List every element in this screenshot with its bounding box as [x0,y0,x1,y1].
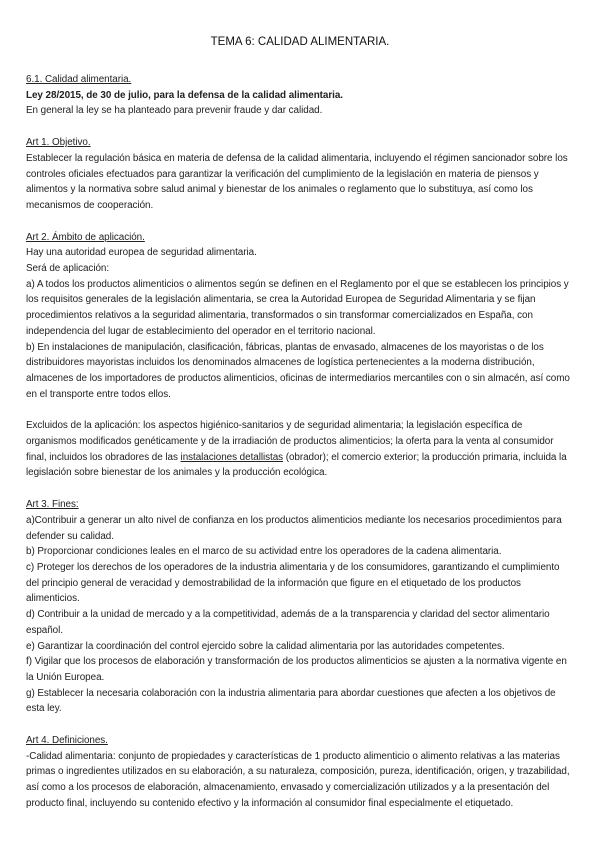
document-title: TEMA 6: CALIDAD ALIMENTARIA. [210,36,390,48]
section-art1 [26,135,574,214]
section-heading: 6.1. Calidad alimentaria. [26,74,132,85]
paragraph: Establecer la regulación básica en materia de defensa de la calidad alimentaria, incluyendo el régimen sancionador sobre los controles oficiales efectuados para garantizar la verificación del cumplimiento de la legislación en materia de piensos y alimentos y la normativa sobre salud animal y bienestar de los animales o reglamento que lo substituya, así como los mecanismos de cooperación. [26,152,568,211]
list-item: f) Vigilar que los procesos de elaboración y transformación de los productos alimenticios se ajusten a la normativa vigente en la Unión Europea. [26,656,567,683]
exclusions-text: Excluidos de la aplicación: los aspectos higiénico-sanitarios y de seguridad alimentaria; la legislación específica de organismos modificados genéticamente y de la irradiación de productos alimenticios; la oferta para la venta al consumidor final, incluidos los obradores de las [26,420,554,463]
law-title: Ley 28/2015, de 30 de julio, para la defensa de la calidad alimentaria. [26,89,343,101]
exclusions-text-end: (obrador); el comercio exterior; la producción primaria, incluida la legislación sobre bienestar de los animales y la producción ecológica. [26,451,567,479]
section-intro [26,72,574,119]
list-item: a)Contribuir a generar un alto nivel de confianza en los productos alimenticios mediante los necesarios procedimientos para defender su calidad. [26,514,562,542]
exclusions-underlined: instalaciones detallistas [180,451,284,463]
paragraph: En general la ley se ha planteado para prevenir fraude y dar calidad. [26,105,323,117]
list-item: c) Proteger los derechos de los operadores de la industria alimentaria y de los consumidores, garantizando el cumplimiento del principio general de veracidad y demostrabilidad de la información que figure en el etiquetado de los productos alimenticios. [26,561,560,605]
list-item: a) A todos los productos alimenticios o alimentos según se definen en el Reglamento por el que se establecen los principios y los requisitos generales de la legislación alimentaria, se crea la Autoridad Europea de Seguridad Alimentaria y se fijan procedimientos relativos a la seguridad alimentaria, transformados o sin transformar comercializados en España, con independencia del lugar de establecimiento del operador en el territorio nacional. [26,278,569,337]
list-item: d) Contribuir a la unidad de mercado y a la competitividad, además de a la transparencia y claridad del sector alimentario español. [26,609,550,636]
exclusions-paragraph [26,418,574,481]
section-art2 [26,230,574,482]
list-item: b) En instalaciones de manipulación, clasificación, fábricas, plantas de envasado, almacenes de los mayoristas o de los distribuidores mayoristas incluidos los denominados almacenes de logística pertenecientes a la moderna distribución, almacenes de los importadores de productos alimenticios, oficinas de intermediarios mercantiles con o sin almacén, así como en el transporte entre todos ellos. [26,341,570,400]
article-heading: Art 2. Ámbito de aplicación. [26,231,145,243]
article-heading: Art 3. Fines: [26,499,79,511]
list-item: g) Establecer la necesaria colaboración con la industria alimentaria para abordar cuestiones que afecten a los objetivos de esta ley. [26,687,556,715]
article-heading: Art 4. Definiciones. [26,735,108,747]
list-item: e) Garantizar la coordinación del control ejercido sobre la calidad alimentaria por las autoridades competentes. [26,640,505,652]
paragraph: -Calidad alimentaria: conjunto de propiedades y características de 1 producto alimenticio o alimento relativas a las materias primas o ingredientes utilizados en su elaboración, a su naturaleza, composición, pureza, identificación, origen, y trazabilidad, así como a los procesos de elaboración, almacenamiento, envasado y comercialización utilizados y a la presentación del producto final, incluyendo su contenido efectivo y la información al consumidor final especialmente el etiquetado. [26,750,570,809]
list-item: b) Proporcionar condiciones leales en el marco de su actividad entre los operadores de la cadena alimentaria. [26,546,502,558]
spacer [26,402,574,418]
section-art3 [26,497,574,717]
paragraph: Será de aplicación: [26,263,110,275]
section-art4 [26,733,574,812]
paragraph: Hay una autoridad europea de seguridad alimentaria. [26,247,257,259]
article-heading: Art 1. Objetivo. [26,137,91,149]
